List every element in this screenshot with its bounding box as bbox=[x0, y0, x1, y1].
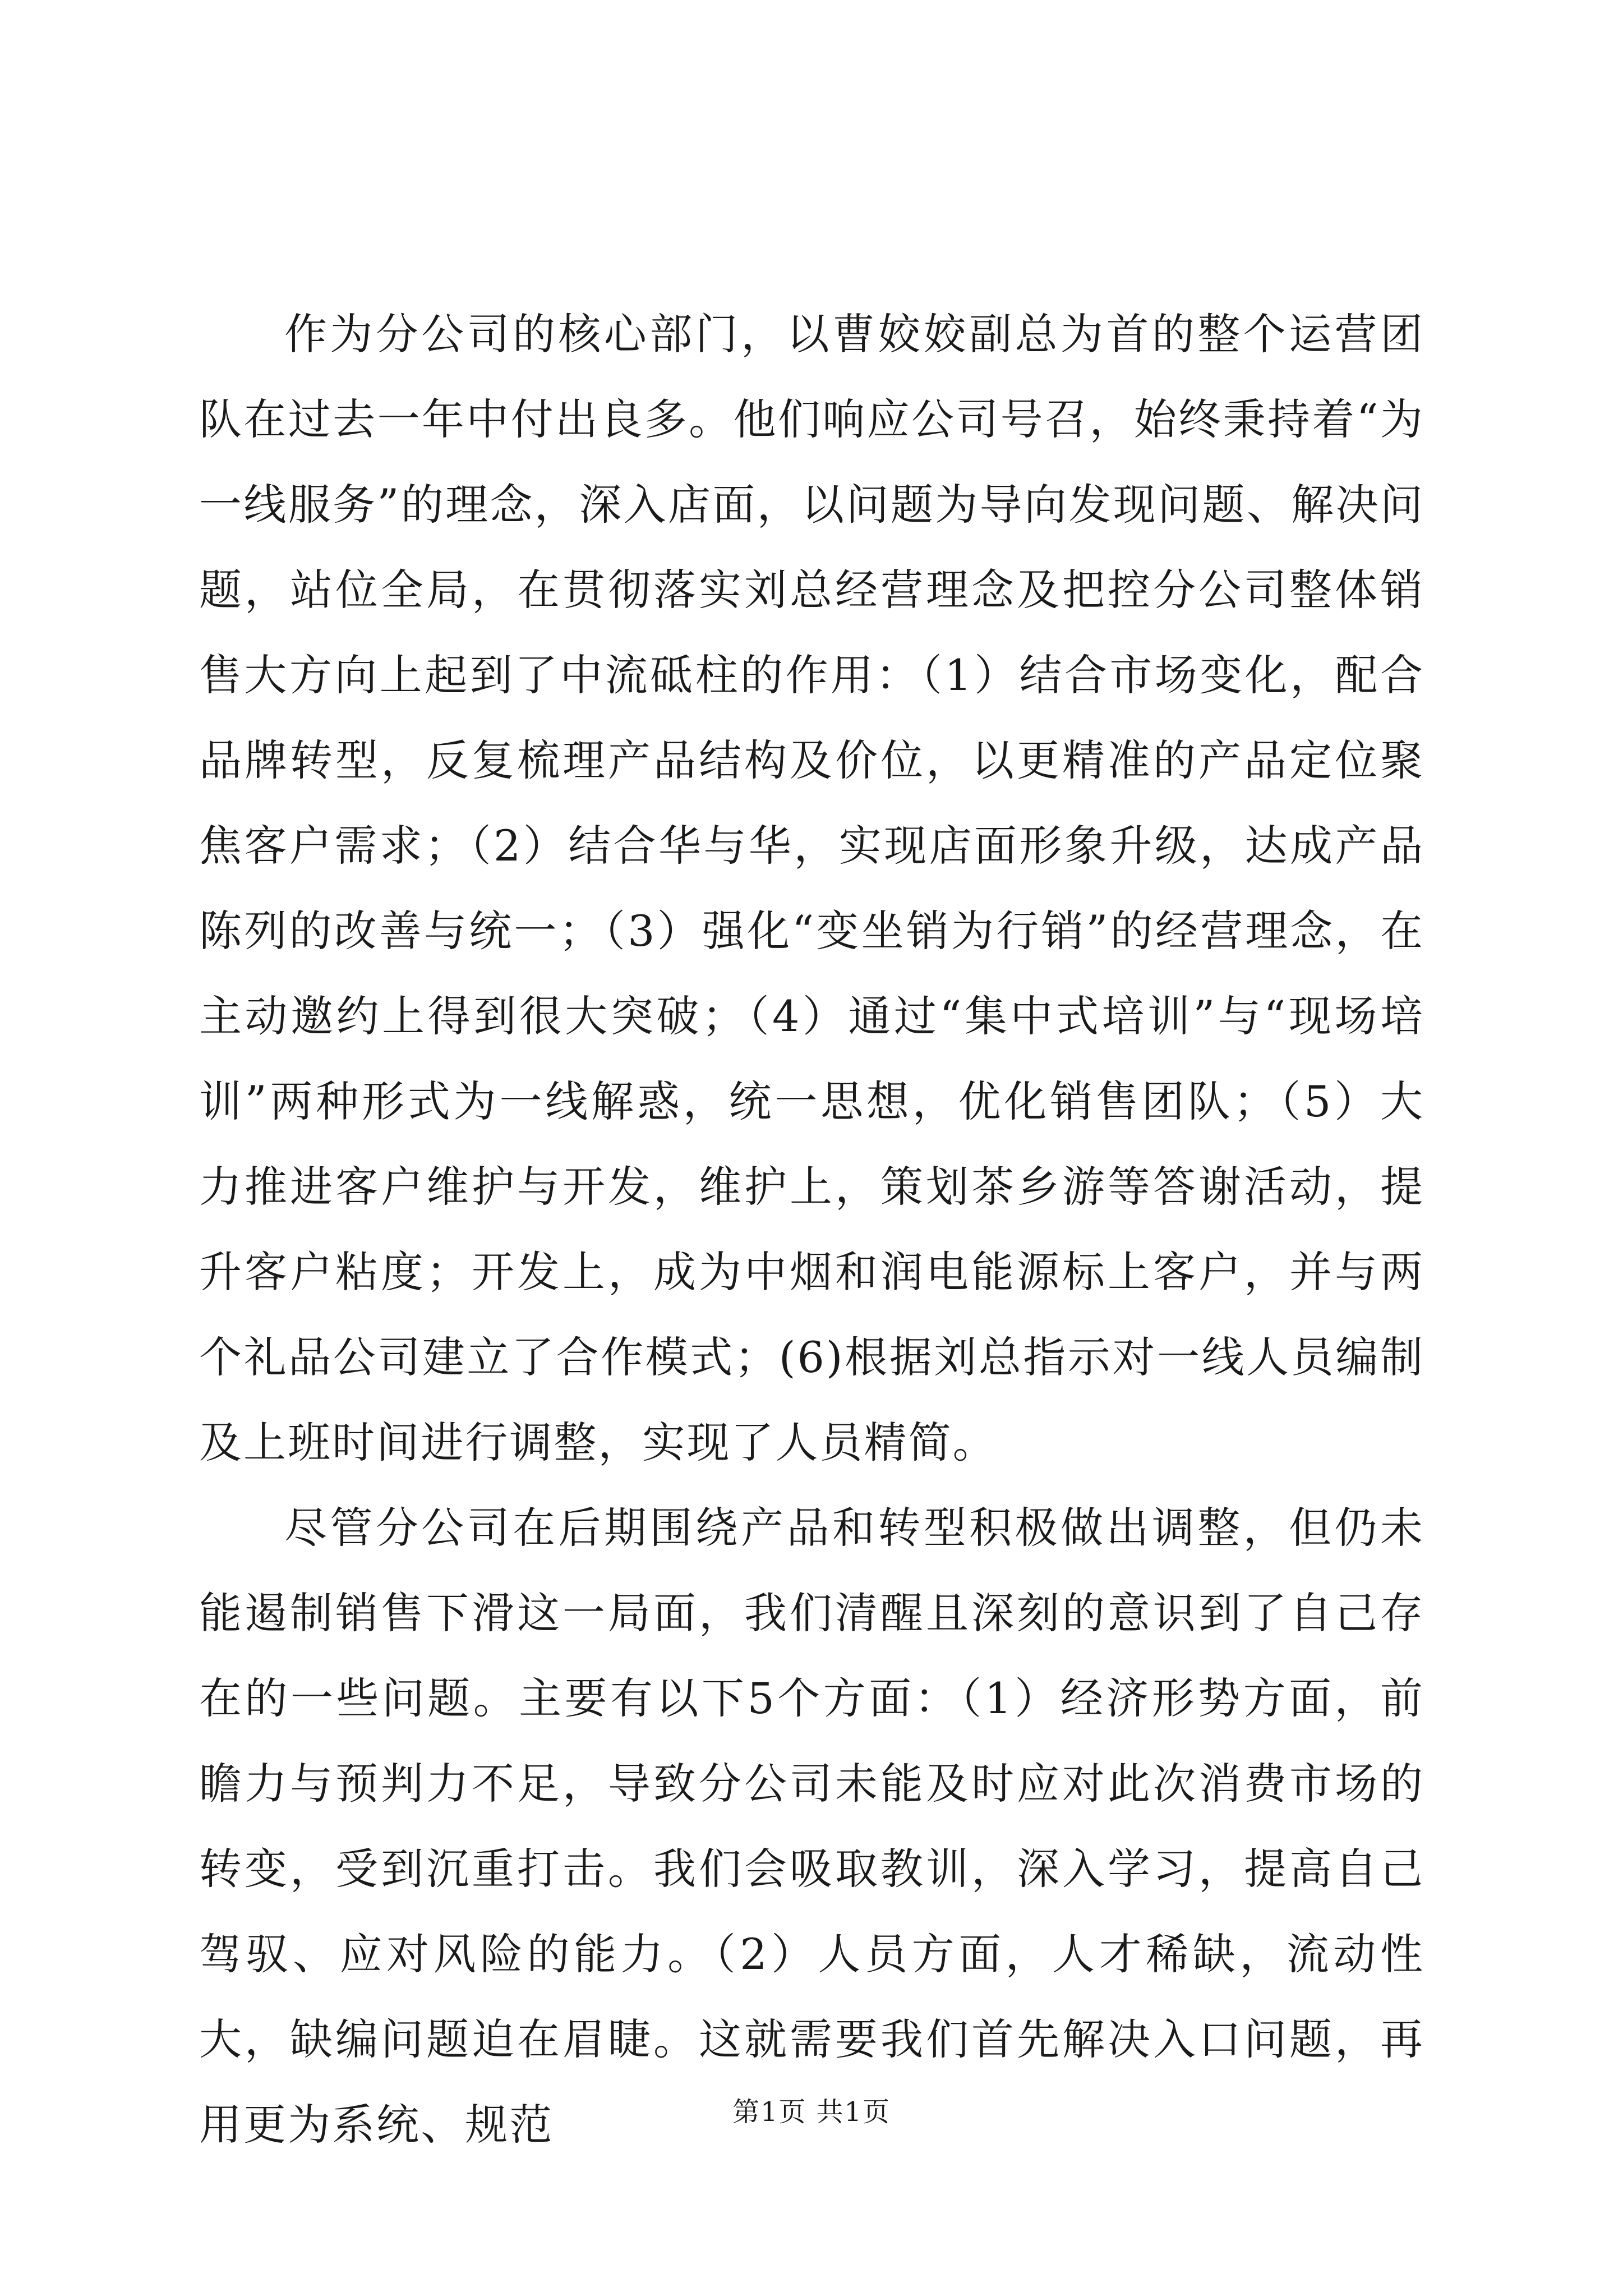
document-body bbox=[199, 292, 1424, 2168]
paragraph-problems: 尽管分公司在后期围绕产品和转型积极做出调整，但仍未能遏制销售下滑这一局面，我们清醒且深刻的意识到了自己存在的一些问题。主要有以下5个方面：（1）经济形势方面，前瞻力与预判力不足，导致分公司未能及时应对此次消费市场的转变，受到沉重打击。我们会吸取教训，深入学习，提高自己驾驭、应对风险的能力。（2）人员方面，人才稀缺，流动性大，缺编问题迫在眉睫。这就需要我们首先解决入口问题，再用更为系统、规范 bbox=[199, 1503, 1424, 2150]
page-number-footer: 第1页 共1页 bbox=[732, 2096, 891, 2128]
paragraph-operations-team: 作为分公司的核心部门，以曹姣姣副总为首的整个运营团队在过去一年中付出良多。他们响应公司号召，始终秉持着“为一线服务”的理念，深入店面，以问题为导向发现问题、解决问题，站位全局，在贯彻落实刘总经营理念及把控分公司整体销售大方向上起到了中流砥柱的作用：（1）结合市场变化，配合品牌转型，反复梳理产品结构及价位，以更精准的产品定位聚焦客户需求；（2）结合华与华，实现店面形象升级，达成产品陈列的改善与统一；（3）强化“变坐销为行销”的经营理念，在主动邀约上得到很大突破；（4）通过“集中式培训”与“现场培训”两种形式为一线解惑，统一思想，优化销售团队；（5）大力推进客户维护与开发，维护上，策划茶乡游等答谢活动，提升客户粘度；开发上，成为中烟和润电能源标上客户，并与两个礼品公司建立了合作模式；(6)根据刘总指示对一线人员编制及上班时间进行调整，实现了人员精简。 bbox=[199, 309, 1424, 1467]
